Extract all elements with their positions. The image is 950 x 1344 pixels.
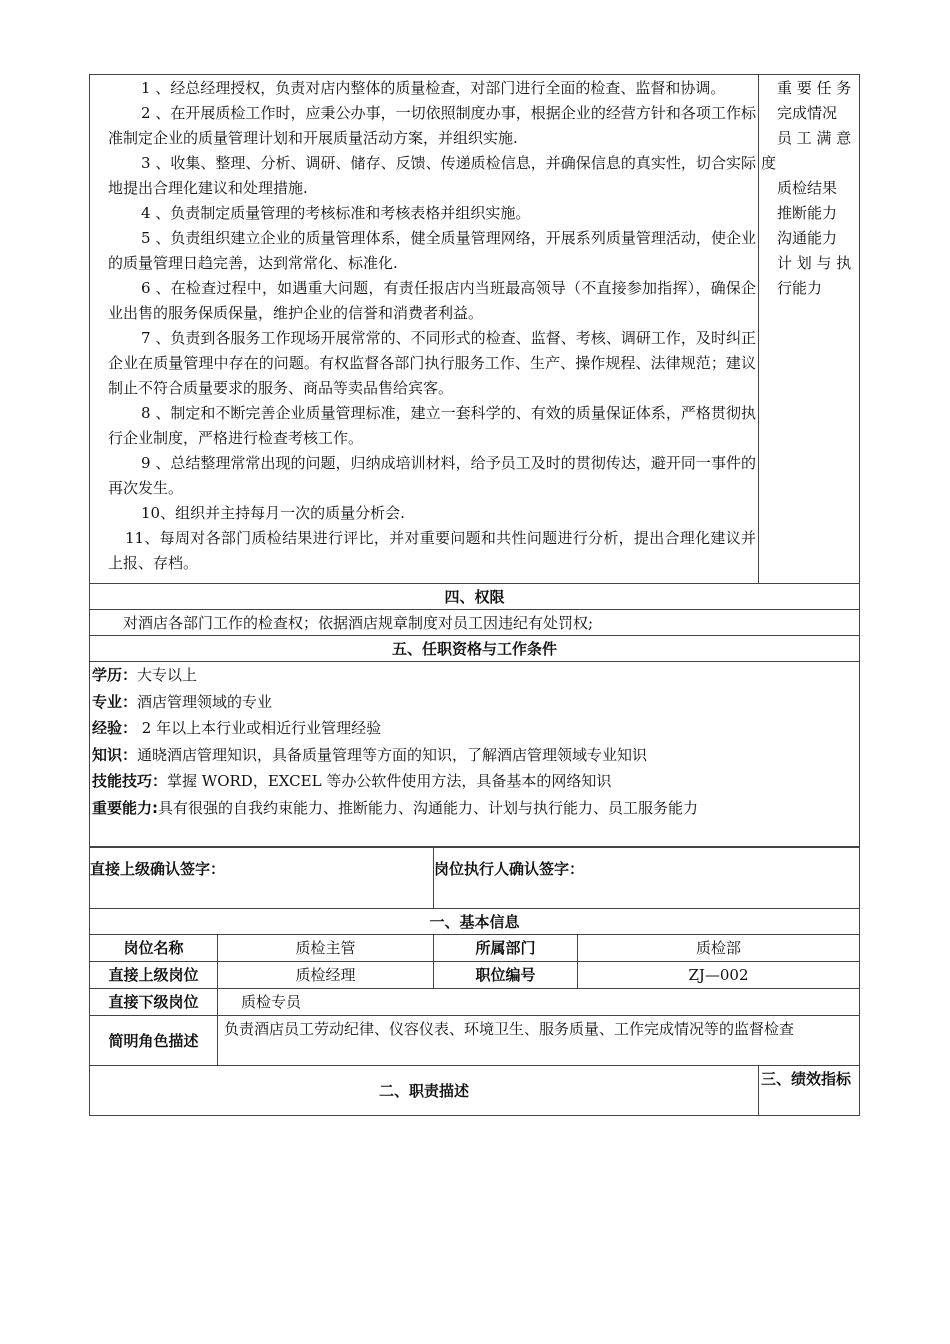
superior-label: 直接上级岗位 <box>90 962 218 988</box>
perf-line: 度 <box>761 154 777 172</box>
duty-item: 3 、收集、整理、分析、调研、储存、反馈、传递质检信息，并确保信息的真实性，切合实际地提出合理化建议和处理措施. <box>108 154 756 197</box>
info-row-subordinate <box>89 989 860 1016</box>
duty-item: 7 、负责到各服务工作现场开展常常的、不同形式的检查、监督、考核、调研工作，及时纠正企业在质量管理中存在的问题。有权监督各部门执行服务工作、生产、操作规程、法律规范；建议制止不符合质量要求的服务、商品等卖品售给宾客。 <box>108 329 756 397</box>
qual-ability: 重要能力:具有很强的自我约束能力、推断能力、沟通能力、计划与执行能力、员工服务能力 <box>92 798 699 817</box>
header-row-duties-performance <box>89 1066 860 1116</box>
duty-item: 9 、总结整理常常出现的问题，归纳成培训材料，给予员工及时的贯彻传达，避开同一事件的再次发生。 <box>108 454 756 497</box>
code-label: 职位编号 <box>434 962 578 988</box>
section-5-title: 五、任职资格与工作条件 <box>89 636 860 662</box>
subordinate-value: 质检专员 <box>241 993 302 1011</box>
supervisor-signature-label: 直接上级确认签字： <box>90 848 434 908</box>
perf-line: 沟通能力 <box>777 229 838 247</box>
authority-text: 对酒店各部门工作的检查权；依据酒店规章制度对员工因违纪有处罚权; <box>89 610 860 636</box>
position-value: 质检主管 <box>218 935 434 961</box>
perf-line: 质检结果 <box>777 179 838 197</box>
qual-experience: 经验： 2 年以上本行业或相近行业管理经验 <box>92 719 382 737</box>
duty-item: 8 、制定和不断完善企业质量管理标准，建立一套科学的、有效的质量保证体系，严格贯彻执行企业制度，严格进行检查考核工作。 <box>108 404 756 447</box>
section-3-title: 三、绩效指标 <box>761 1070 852 1088</box>
subordinate-label: 直接下级岗位 <box>90 989 218 1015</box>
department-label: 所属部门 <box>434 935 578 961</box>
qualifications <box>89 662 860 847</box>
info-row-position <box>89 935 860 962</box>
duties-list <box>90 75 759 584</box>
duty-item: 4 、负责制定质量管理的考核标准和考核表格并组织实施。 <box>141 204 531 222</box>
job-description-document <box>89 74 860 1116</box>
perf-line: 计 划 与 执 <box>777 254 852 272</box>
section-2-title: 二、职责描述 <box>90 1066 759 1115</box>
duty-item: 1 、经总经理授权，负责对店内整体的质量检查，对部门进行全面的检查、监督和协调。 <box>141 79 726 97</box>
perf-line: 员 工 满 意 <box>777 129 852 147</box>
signature-row <box>89 847 860 909</box>
perf-line: 重 要 任 务 <box>777 79 852 97</box>
qual-education: 学历：大专以上 <box>92 666 198 684</box>
role-label: 简明角色描述 <box>90 1016 218 1065</box>
duty-item: 5 、负责组织建立企业的质量管理体系，健全质量管理网络，开展系列质量管理活动，使企业的质量管理日趋完善，达到常常化、标准化. <box>108 229 756 272</box>
performance-indicators <box>759 75 859 583</box>
perf-line: 行能力 <box>777 279 823 297</box>
section-4-title: 四、权限 <box>89 584 860 610</box>
qual-knowledge: 知识：通晓酒店管理知识，具备质量管理等方面的知识，了解酒店管理领域专业知识 <box>92 745 648 764</box>
info-row-role <box>89 1016 860 1066</box>
duty-item: 11、每周对各部门质检结果进行评比，并对重要问题和共性问题进行分析，提出合理化建议并上报、存档。 <box>108 529 756 572</box>
perf-line: 完成情况 <box>777 104 838 122</box>
superior-value: 质检经理 <box>218 962 434 988</box>
executor-signature-label: 岗位执行人确认签字： <box>434 860 585 878</box>
code-value: ZJ—002 <box>688 966 749 984</box>
duty-item: 6 、在检查过程中，如遇重大问题，有责任报店内当班最高领导（不直接参加指挥），确保企业出售的服务保质保量，维护企业的信誉和消费者利益。 <box>108 279 756 322</box>
department-value: 质检部 <box>695 939 741 957</box>
section-1-title: 一、基本信息 <box>89 909 860 935</box>
info-row-superior <box>89 962 860 989</box>
perf-line: 推断能力 <box>777 204 838 222</box>
duty-item: 2 、在开展质检工作时，应秉公办事，一切依照制度办事，根据企业的经营方针和各项工作标准制定企业的质量管理计划和开展质量活动方案，并组织实施. <box>108 104 756 147</box>
role-description: 负责酒店员工劳动纪律、仪容仪表、环境卫生、服务质量、工作完成情况等的监督检查 <box>224 1020 795 1038</box>
duties-row <box>89 74 860 584</box>
duty-item: 10、组织并主持每月一次的质量分析会. <box>141 504 405 522</box>
qual-major: 专业：酒店管理领域的专业 <box>92 692 273 711</box>
position-label: 岗位名称 <box>90 935 218 961</box>
qual-skills: 技能技巧：掌握 WORD，EXCEL 等办公软件使用方法，具备基本的网络知识 <box>92 772 612 790</box>
